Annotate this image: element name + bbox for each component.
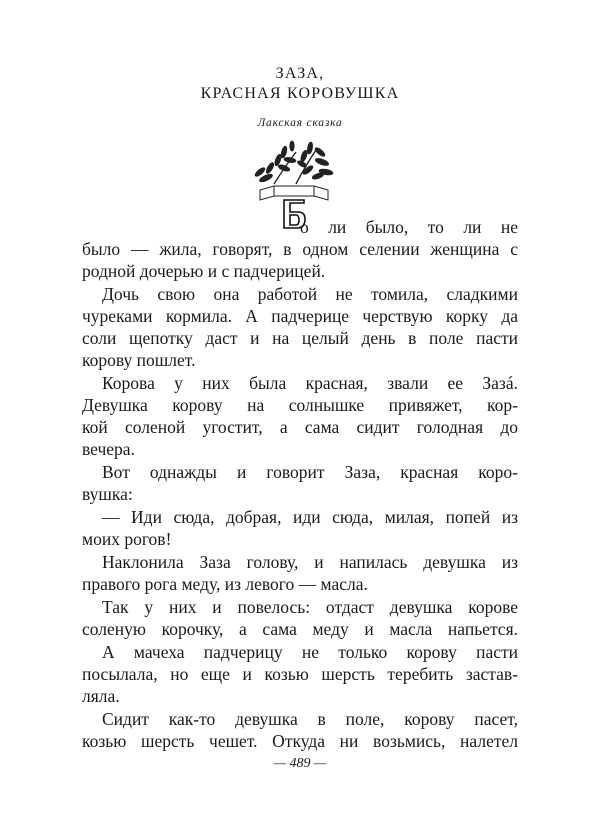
text-line: чуреками кормила. А падчерице черствую корку да <box>82 306 518 326</box>
text-line: корову пошлет. <box>82 350 196 370</box>
text-line: родной дочерью и с падчерицей. <box>82 261 326 281</box>
text-line: Сидит как-то девушка в поле, корову пасет, <box>102 709 518 729</box>
text-line: соли щепотку даст и на целый день в поле пасти <box>82 328 518 348</box>
text-line: было — жила, говорят, в одном селении женщина с <box>82 239 518 259</box>
text-line: — Иди сюда, добрая, иди сюда, милая, попей из <box>102 507 518 527</box>
text-line: ляла. <box>82 686 120 706</box>
text-line: козью шерсть чешет. Откуда ни возьмись, налетел <box>82 731 518 751</box>
text-line: о ли было, то ли не <box>300 217 518 237</box>
text-line: моих рогов! <box>82 529 172 549</box>
text-line <box>82 752 518 774</box>
text-line: вечера. <box>82 439 135 459</box>
text-line: соленую корочку, а сама меду и масла напьется. <box>82 619 518 639</box>
text-line: Наклонила Заза голову, и напилась девушка из <box>102 552 518 572</box>
text-line: Вот однажды и говорит Заза, красная коро- <box>102 462 518 482</box>
text-line: правого рога меду, из левого — масла. <box>82 574 368 594</box>
text-line: Так у них и повелось: отдаст девушка корове <box>102 597 518 617</box>
text-line: Корова у них была красная, звали ее Зазá. <box>102 373 518 393</box>
text-line: вушка: <box>82 484 133 504</box>
page-number: — 489 — <box>273 756 327 771</box>
story-title-line-2: КРАСНАЯ КОРОВУШКА <box>200 85 400 102</box>
text-line: Дочь свою она работой не томила, сладкими <box>102 284 518 304</box>
text-line: посылала, но еще и козью шерсть теребить застав- <box>82 664 518 684</box>
story-title-line-1: ЗАЗА, <box>275 65 325 82</box>
text-line: кой соленой угостит, а сама сидит голодная до <box>82 417 518 437</box>
text-line: А мачеха падчерицу не только корову пасти <box>102 642 518 662</box>
story-subtitle: Лакская сказка <box>257 117 343 129</box>
text-line: Девушка корову на солнышке привяжет, кор- <box>82 395 518 415</box>
